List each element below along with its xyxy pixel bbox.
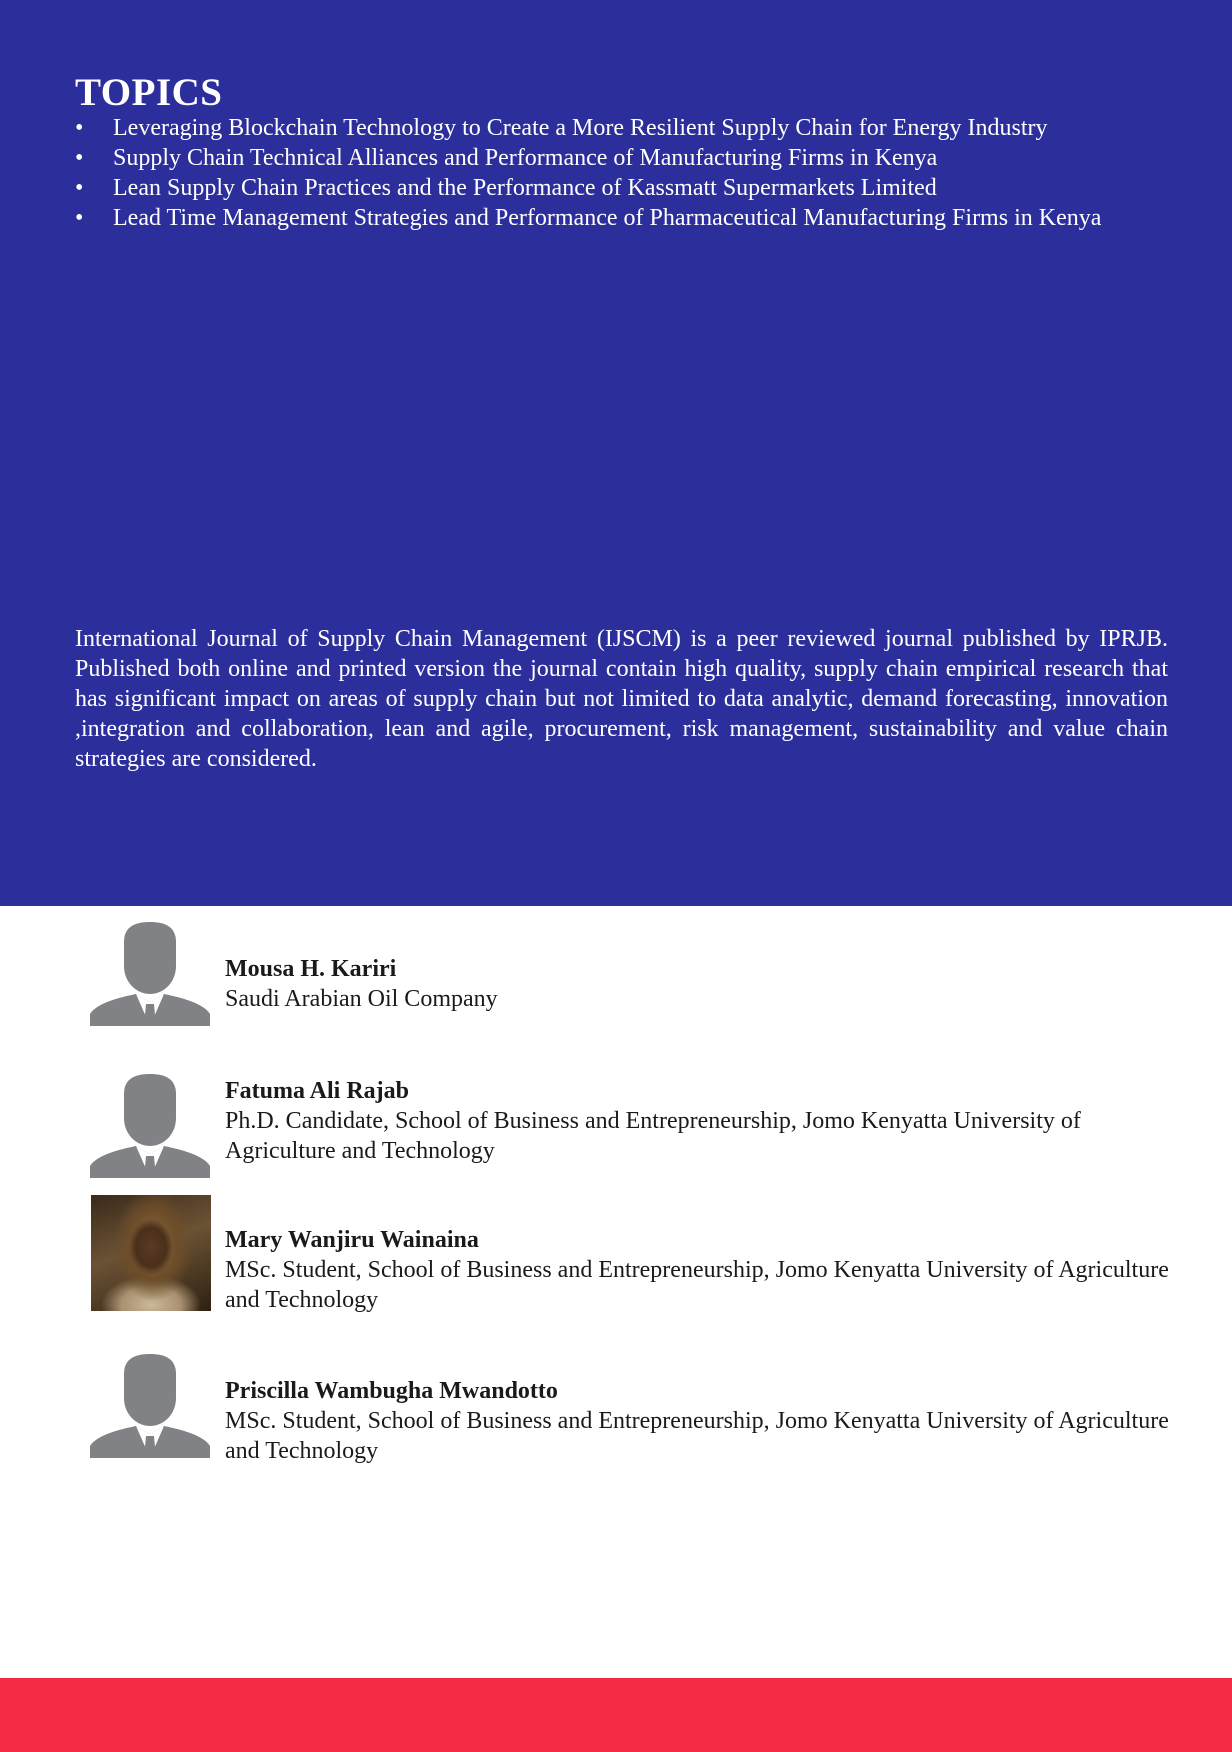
topic-item xyxy=(75,173,1195,203)
journal-description: International Journal of Supply Chain Management (IJSCM) is a peer reviewed journal published by IPRJB. Published both online and printed version the journal contain high quality, supply chain empirical research that has significant impact on areas of supply chain but not limited to data analytic, demand forecasting, innovation ,integration and collaboration, lean and agile, procurement, risk management, sustainability and value chain strategies are considered. xyxy=(75,626,1168,772)
author-affiliation: MSc. Student, School of Business and Entrepreneurship, Jomo Kenyatta University of Agriculture and Technology xyxy=(225,1408,1169,1464)
author-details xyxy=(225,1376,1185,1466)
author-name: Fatuma Ali Rajab xyxy=(225,1078,410,1104)
author-details xyxy=(225,1225,1185,1315)
person-silhouette-icon xyxy=(90,1354,210,1470)
topic-text: Lean Supply Chain Practices and the Performance of Kassmatt Supermarkets Limited xyxy=(113,175,937,201)
topics-list xyxy=(75,113,1195,233)
author-name: Mousa H. Kariri xyxy=(225,956,397,982)
topic-text: Supply Chain Technical Alliances and Performance of Manufacturing Firms in Kenya xyxy=(113,145,938,171)
person-silhouette-icon xyxy=(90,922,210,1038)
topic-item xyxy=(75,143,1195,173)
topic-text: Leveraging Blockchain Technology to Create a More Resilient Supply Chain for Energy Industry xyxy=(113,115,1048,141)
author-details xyxy=(225,954,1185,1014)
topic-item xyxy=(75,203,1195,233)
bullet-icon: • xyxy=(75,175,84,201)
author-details xyxy=(225,1076,1185,1166)
topic-text: Lead Time Management Strategies and Performance of Pharmaceutical Manufacturing Firms in Kenya xyxy=(113,205,1102,231)
author-name: Mary Wanjiru Wainaina xyxy=(225,1227,479,1253)
person-silhouette-icon xyxy=(90,1074,210,1190)
topics-title: TOPICS xyxy=(75,71,223,114)
bullet-icon: • xyxy=(75,205,84,231)
bullet-icon: • xyxy=(75,145,84,171)
author-name: Priscilla Wambugha Mwandotto xyxy=(225,1378,558,1404)
topic-item xyxy=(75,113,1195,143)
author-affiliation: MSc. Student, School of Business and Entrepreneurship, Jomo Kenyatta University of Agriculture and Technology xyxy=(225,1257,1169,1313)
author-affiliation: Saudi Arabian Oil Company xyxy=(225,986,498,1012)
footer-band xyxy=(0,1678,1232,1752)
author-photo xyxy=(91,1195,211,1311)
bullet-icon: • xyxy=(75,115,84,141)
author-affiliation: Ph.D. Candidate, School of Business and Entrepreneurship, Jomo Kenyatta University of Agriculture and Technology xyxy=(225,1108,1081,1164)
